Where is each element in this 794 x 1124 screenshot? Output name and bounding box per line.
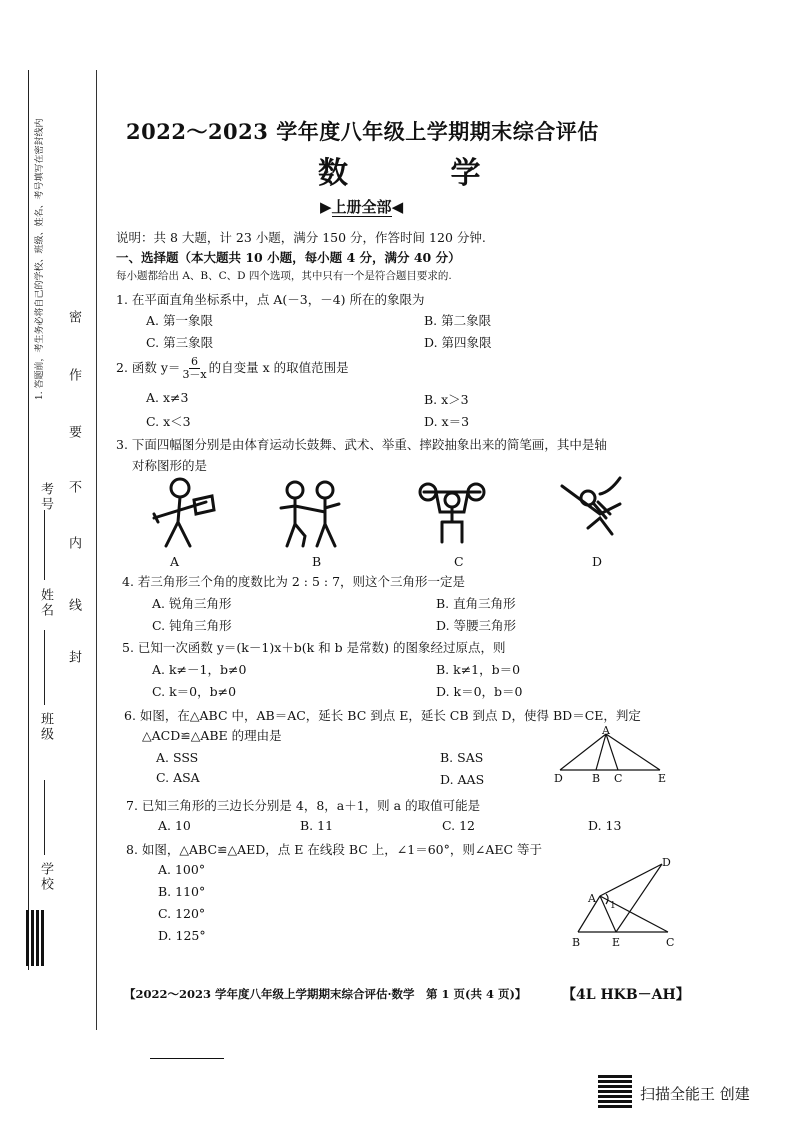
triangle-left-icon: ◀ [391, 198, 404, 216]
q6-option-b[interactable]: B. SAS [440, 750, 484, 765]
q1-option-c[interactable]: C. 第三象限 [146, 335, 214, 350]
q8-option-d[interactable]: D. 125° [158, 928, 206, 943]
school-label: 学校 [38, 862, 53, 892]
q2-option-a[interactable]: A. x≠3 [146, 390, 189, 405]
binding-qr-icon [26, 910, 44, 966]
seal-char-1: 密 [66, 310, 81, 325]
figure-b-martial-arts [281, 482, 339, 546]
q2-frac-num: 6 [191, 355, 199, 368]
q3-option-a[interactable]: A [170, 554, 180, 569]
class-label: 班级 [38, 712, 53, 742]
q8-stem: 8. 如图，△ABC≌△AED，点 E 在线段 BC 上，∠1＝60°，则∠AEC 等于 [126, 842, 543, 857]
q3-stem-cont: 对称图形的是 [132, 458, 208, 473]
scope-label: 上册全部 [331, 198, 392, 216]
q4-option-d[interactable]: D. 等腰三角形 [436, 618, 517, 633]
q1-option-a[interactable]: A. 第一象限 [146, 313, 213, 328]
class-field[interactable] [44, 630, 45, 705]
q6-option-a[interactable]: A. SSS [156, 750, 199, 765]
exam-note: 说明：共 8 大题，计 23 小题，满分 150 分，作答时间 120 分钟. [116, 230, 486, 245]
name-label: 姓名 [38, 588, 53, 618]
q7-option-d[interactable]: D. 13 [588, 818, 622, 833]
q1-option-d[interactable]: D. 第四象限 [424, 335, 492, 350]
q6-option-c[interactable]: C. ASA [156, 770, 200, 785]
binding-line-outer [28, 70, 29, 970]
q6-label-c: C [614, 772, 623, 784]
q3-option-d[interactable]: D [592, 554, 603, 569]
binding-line-inner [96, 70, 97, 1030]
figure-c-weightlifting [420, 484, 484, 542]
q6-stem-cont: △ACD≌△ABE 的理由是 [142, 728, 282, 743]
q3-stem: 3. 下面四幅图分别是由体育运动长鼓舞、武术、举重、摔跤抽象出来的简笔画，其中是轴 [116, 437, 607, 452]
q5-stem: 5. 已知一次函数 y＝(k－1)x＋b(k 和 b 是常数) 的图象经过原点，则 [122, 640, 506, 655]
seal-char-2: 封 [66, 650, 81, 665]
subject-title: 数 学 [318, 156, 527, 191]
section-1-heading: 一、选择题（本大题共 10 小题，每小题 4 分，满分 40 分） [116, 250, 461, 265]
q3-option-c[interactable]: C [454, 554, 464, 569]
figure-a-drum-dancer [154, 479, 214, 546]
q5-option-c[interactable]: C. k＝0，b≠0 [152, 684, 237, 699]
id-label: 考号 [38, 482, 53, 512]
q6-option-d[interactable]: D. AAS [440, 772, 485, 787]
q4-option-a[interactable]: A. 锐角三角形 [152, 596, 232, 611]
q1-stem: 1. 在平面直角坐标系中，点 A(－3，－4) 所在的象限为 [116, 292, 425, 307]
q4-stem: 4. 若三角形三个角的度数比为 2 : 5 : 7，则这个三角形一定是 [122, 574, 466, 589]
q4-option-b[interactable]: B. 直角三角形 [436, 596, 516, 611]
q8-label-a: A [588, 892, 596, 905]
seal-char-3: 线 [66, 598, 81, 613]
q1-option-b[interactable]: B. 第二象限 [424, 313, 492, 328]
q6-label-d: D [554, 772, 563, 784]
q5-option-d[interactable]: D. k＝0，b＝0 [436, 684, 523, 699]
q4-option-c[interactable]: C. 钝角三角形 [152, 618, 232, 633]
q8-option-a[interactable]: A. 100° [158, 862, 206, 877]
school-field[interactable] [44, 780, 45, 855]
q2-stem-post: 的自变量 x 的取值范围是 [208, 360, 349, 375]
q2-frac-den: 3－x [182, 368, 207, 381]
q7-option-a[interactable]: A. 10 [158, 818, 191, 833]
q3-figures [140, 474, 640, 554]
watermark-qr-icon [598, 1074, 632, 1108]
binding-notice: 1. 答题前，考生务必将自己的学校、班级、姓名、考号填写在密封线内 [35, 118, 45, 400]
seal-char-5: 不 [66, 480, 81, 495]
q5-option-a[interactable]: A. k≠－1，b≠0 [152, 662, 247, 677]
seal-char-7: 作 [66, 368, 81, 383]
q2-option-b[interactable]: B. x＞3 [424, 392, 469, 407]
name-field[interactable] [44, 510, 45, 580]
q8-figure [566, 852, 686, 948]
q8-option-b[interactable]: B. 110° [158, 884, 206, 899]
q2-fraction [182, 356, 206, 381]
footer-rule [150, 1058, 224, 1059]
q6-label-e: E [658, 772, 667, 784]
q2-stem-pre: 2. 函数 y＝ [116, 360, 181, 375]
q8-option-c[interactable]: C. 120° [158, 906, 206, 921]
q6-stem: 6. 如图，在△ABC 中，AB＝AC，延长 BC 到点 E，延长 CB 到点 D，使得 BD＝CE，判定 [124, 708, 641, 723]
q2-option-d[interactable]: D. x＝3 [424, 414, 470, 429]
q2-stem [116, 356, 349, 381]
q6-figure [552, 726, 674, 784]
q6-label-b: B [592, 772, 601, 784]
q8-label-e: E [612, 936, 621, 948]
page-title: 2022～2023 学年度八年级上学期期末综合评估 [126, 119, 599, 144]
q6-label-a: A [602, 726, 610, 737]
section-1-note: 每小题都给出 A、B、C、D 四个选项，其中只有一个是符合题目要求的. [116, 270, 452, 282]
q7-stem: 7. 已知三角形的三边长分别是 4，8，a＋1，则 a 的取值可能是 [126, 798, 481, 813]
watermark-text: 扫描全能王 创建 [640, 1085, 750, 1103]
q8-label-c: C [666, 936, 675, 948]
triangle-right-icon: ▶ [320, 198, 332, 216]
q3-option-b[interactable]: B [312, 554, 322, 569]
q7-option-c[interactable]: C. 12 [442, 818, 475, 833]
figure-d-wrestling [562, 478, 620, 534]
paper-code: 【4L HKB－AH】 [562, 987, 690, 1003]
q2-option-c[interactable]: C. x＜3 [146, 414, 191, 429]
page-footer: 【2022～2023 学年度八年级上学期期末综合评估·数学 第 1 页(共 4 页)】 [124, 987, 527, 1001]
seal-char-6: 要 [66, 425, 81, 440]
seal-char-4: 内 [66, 536, 81, 551]
q7-option-b[interactable]: B. 11 [300, 818, 334, 833]
q8-label-angle1: 1 [610, 901, 616, 911]
scope-tag [320, 196, 403, 217]
q8-label-d: D [662, 856, 671, 869]
q8-label-b: B [572, 936, 581, 948]
q5-option-b[interactable]: B. k≠1，b＝0 [436, 662, 521, 677]
